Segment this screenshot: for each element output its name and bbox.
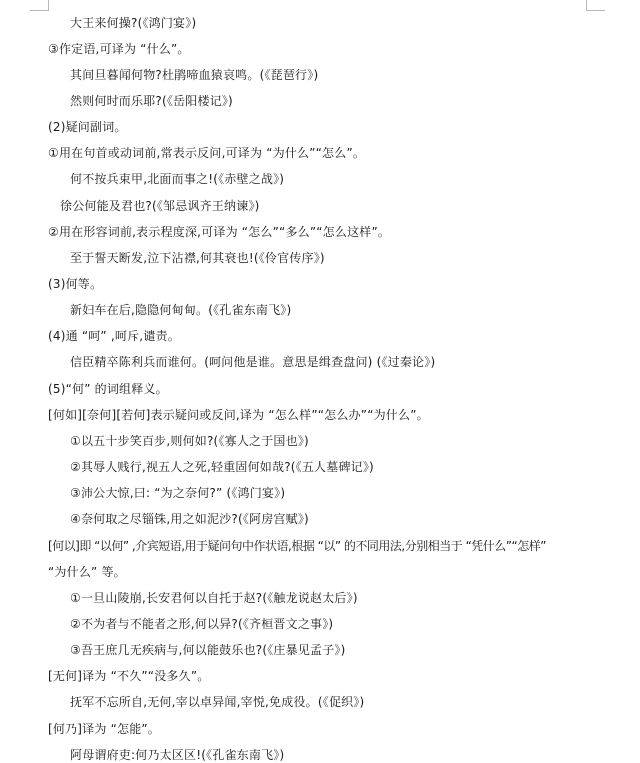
example-line: 新妇车在后,隐隐何甸甸。(《孔雀东南飞》)	[70, 303, 292, 317]
example-line: ①一旦山陵崩,长安君何以自托于赵?(《触龙说赵太后》)	[70, 591, 358, 605]
rule-line: [何乃]译为 “怎能”。	[48, 722, 161, 736]
rule-line: ③作定语,可译为 “什么”。	[48, 42, 190, 56]
rule-line: [何以]即 “以何” ,介宾短语,用于疑问句中作状语,根据 “以” 的不同用法,分别相当于 “凭什么”“怎样”	[48, 539, 546, 553]
rule-line-continued: “为什么” 等。	[48, 565, 126, 579]
example-line: 至于誓天断发,泣下沾襟,何其衰也!(《伶官传序》)	[70, 251, 325, 265]
example-line: ①以五十步笑百步,则何如?(《寡人之于国也》)	[70, 434, 309, 448]
example-line: ④奈何取之尽锱铢,用之如泥沙?(《阿房宫赋》)	[70, 512, 309, 526]
rule-line: [何如][奈何][若何]表示疑问或反问,译为 “怎么样”“怎么办”“为什么”。	[48, 408, 429, 422]
example-line: ③吾王庶几无疾病与,何以能鼓乐也?(《庄暴见孟子》)	[70, 643, 346, 657]
rule-line: ①用在句首或动词前,常表示反问,可译为 “为什么”“怎么”。	[48, 146, 366, 160]
example-line: 大王来何操?(《鸿门宴》)	[70, 16, 197, 30]
rule-line: ②用在形容词前,表示程度深,可译为 “怎么”“多么”“怎么这样”。	[48, 225, 391, 239]
example-line: ②不为者与不能者之形,何以异?(《齐桓晋文之事》)	[70, 617, 334, 631]
example-line: 何不按兵束甲,北面而事之!(《赤壁之战》)	[70, 172, 285, 186]
section-heading: (3)何等。	[48, 277, 103, 291]
page-corner-mark-left	[30, 0, 49, 11]
section-heading: (2)疑问副词。	[48, 120, 127, 134]
example-line: 信臣精卒陈利兵而谁何。(呵问他是谁。意思是缉查盘问) (《过秦论》)	[70, 355, 436, 369]
section-heading: (5)“何” 的词组释义。	[48, 382, 168, 396]
example-line: ③沛公大惊,曰: “为之奈何?” (《鸿门宴》)	[70, 486, 286, 500]
example-line: 抚军不忘所自,无何,宰以卓异闻,宰悦,免成役。(《促织》)	[70, 695, 365, 709]
page-corner-mark-right	[586, 0, 605, 11]
example-line: 其间旦暮闻何物?杜鹃啼血猿哀鸣。(《琵琶行》)	[70, 68, 319, 82]
section-heading: (4)通 “呵” ,呵斥,谴责。	[48, 329, 180, 343]
example-line: 徐公何能及君也?(《邹忌讽齐王纳谏》)	[60, 199, 260, 213]
example-line: ②其辱人贱行,视五人之死,轻重固何如哉?(《五人墓碑记》)	[70, 460, 374, 474]
example-line: 阿母谓府吏:何乃太区区!(《孔雀东南飞》)	[70, 748, 285, 762]
example-line: 然则何时而乐耶?(《岳阳楼记》)	[70, 94, 233, 108]
rule-line: [无何]译为 “不久”“没多久”。	[48, 669, 210, 683]
